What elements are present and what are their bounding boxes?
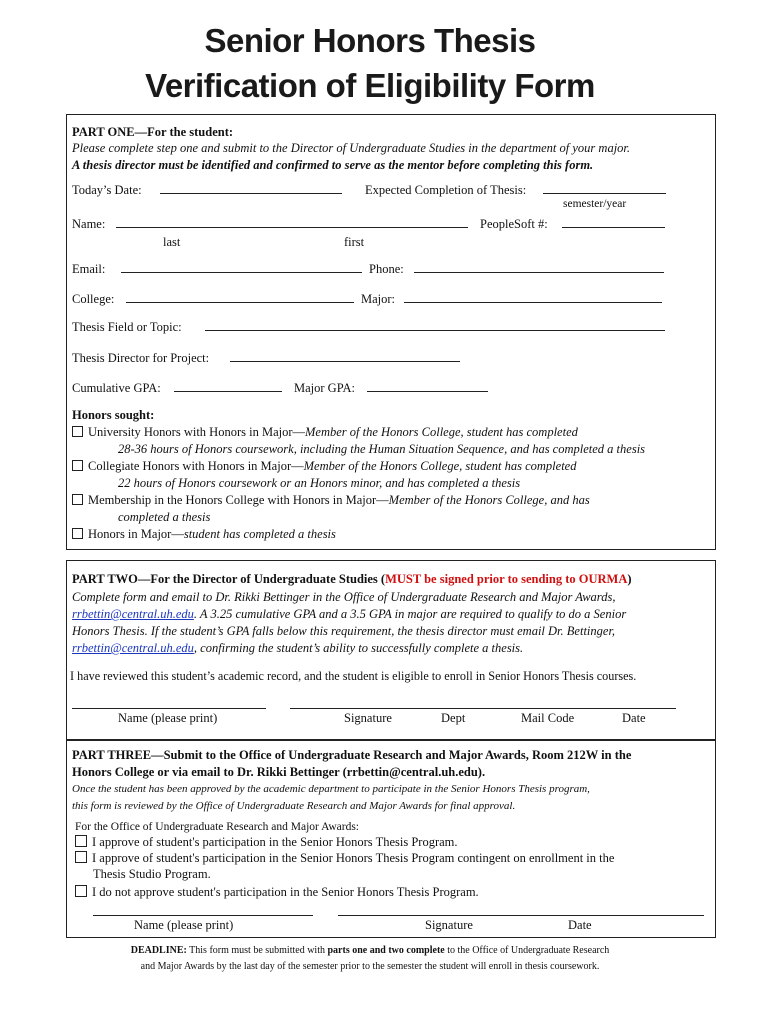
deadline-label: DEADLINE:	[130, 945, 187, 956]
deadline-note-line2: and Major Awards by the last day of the semester prior to the semester the student will enroll in thesis coursework.	[140, 961, 600, 972]
email-field[interactable]	[121, 261, 362, 273]
part-three-instruction-1: Once the student has been approved by the academic department to participate in the Senior Honors Thesis program,	[72, 783, 590, 795]
honors-option-collegiate[interactable]: Collegiate Honors with Honors in Major—Member of the Honors College, student has completed	[72, 458, 576, 474]
peoplesoft-field[interactable]	[562, 216, 665, 228]
name-label: Name:	[72, 217, 106, 231]
part-two-instruction-3: Honors Thesis. If the student’s GPA falls below this requirement, the thesis director must email Dr. Bettinger,	[72, 624, 616, 638]
part-one-instruction: Please complete step one and submit to the Director of Undergraduate Studies in the department of your major.	[72, 141, 631, 155]
last-name-caption: last	[163, 235, 181, 249]
office-signature-caption: Signature	[425, 918, 473, 932]
director-signature-caption: Signature	[344, 711, 392, 725]
checkbox-icon[interactable]	[72, 494, 83, 505]
part-two-instruction-4: rrbettin@central.uh.edu, confirming the student’s ability to successfully complete a thesis.	[72, 641, 524, 655]
college-field[interactable]	[126, 291, 354, 303]
checkbox-icon[interactable]	[72, 426, 83, 437]
office-label: For the Office of Undergraduate Research and Major Awards:	[75, 821, 360, 833]
honors-sought-heading: Honors sought:	[72, 408, 155, 422]
approval-option-deny[interactable]: I do not approve student's participation in the Senior Honors Thesis Program.	[75, 884, 479, 900]
expected-completion-label: Expected Completion of Thesis:	[365, 183, 527, 197]
thesis-field-input[interactable]	[205, 319, 665, 331]
honors-option-university[interactable]: University Honors with Honors in Major—Member of the Honors College, student has completed	[72, 424, 578, 440]
first-name-caption: first	[344, 235, 365, 249]
part-three-instruction-2: this form is reviewed by the Office of Undergraduate Research and Major Awards for final approval.	[72, 800, 516, 812]
cumulative-gpa-field[interactable]	[174, 380, 282, 392]
cumulative-gpa-label: Cumulative GPA:	[72, 381, 161, 395]
office-signature-field[interactable]	[338, 904, 704, 916]
checkbox-icon[interactable]	[72, 460, 83, 471]
honors-option-collegiate-desc: 22 hours of Honors coursework or an Honors minor, and has completed a thesis	[118, 476, 521, 490]
phone-field[interactable]	[414, 261, 664, 273]
name-field[interactable]	[116, 216, 468, 228]
thesis-director-label: Thesis Director for Project:	[72, 351, 210, 365]
honors-option-membership-desc: completed a thesis	[118, 510, 211, 524]
review-statement: I have reviewed this student’s academic record, and the student is eligible to enroll in Senior Honors Thesis courses.	[70, 669, 637, 683]
part-two-heading: PART TWO—For the Director of Undergraduate Studies (MUST be signed prior to sending to OURMA)	[72, 572, 632, 586]
director-name-caption: Name (please print)	[118, 711, 218, 725]
honors-option-major[interactable]: Honors in Major—student has completed a thesis	[72, 526, 336, 542]
director-dept-caption: Dept	[441, 711, 466, 725]
checkbox-icon[interactable]	[75, 835, 87, 847]
major-gpa-field[interactable]	[367, 380, 488, 392]
phone-label: Phone:	[369, 262, 404, 276]
approval-option-contingent-cont: Thesis Studio Program.	[93, 867, 211, 881]
major-field[interactable]	[404, 291, 662, 303]
approval-option-approve[interactable]: I approve of student's participation in the Senior Honors Thesis Program.	[75, 834, 458, 850]
part-two-instruction-1: Complete form and email to Dr. Rikki Bettinger in the Office of Undergraduate Research and Major Awards,	[72, 590, 616, 604]
form-title-line2: Verification of Eligibility Form	[145, 67, 595, 104]
honors-option-university-desc: 28-36 hours of Honors coursework, including the Human Situation Sequence, and has completed a thesis	[118, 442, 646, 456]
office-date-caption: Date	[568, 918, 592, 932]
peoplesoft-label: PeopleSoft #:	[480, 217, 548, 231]
semester-year-caption: semester/year	[563, 198, 627, 210]
thesis-field-label: Thesis Field or Topic:	[72, 320, 182, 334]
email-link[interactable]: rrbettin@central.uh.edu	[72, 641, 194, 655]
deadline-note-line1: DEADLINE: This form must be submitted with parts one and two complete to the Office of Undergraduate Research	[130, 945, 610, 956]
email-label: Email:	[72, 262, 106, 276]
checkbox-icon[interactable]	[75, 851, 87, 863]
todays-date-field[interactable]	[160, 182, 342, 194]
thesis-director-field[interactable]	[230, 350, 460, 362]
major-gpa-label: Major GPA:	[294, 381, 356, 395]
expected-completion-field[interactable]	[543, 182, 666, 194]
director-date-caption: Date	[622, 711, 646, 725]
office-name-field[interactable]	[93, 904, 313, 916]
form-title-line1: Senior Honors Thesis	[204, 22, 536, 59]
approval-option-contingent[interactable]: I approve of student's participation in the Senior Honors Thesis Program contingent on enrollment in the	[75, 850, 614, 866]
checkbox-icon[interactable]	[75, 885, 87, 897]
part-one-heading: PART ONE—For the student:	[72, 125, 234, 139]
part-three-heading-1: PART THREE—Submit to the Office of Undergraduate Research and Major Awards, Room 212W in the	[72, 748, 632, 762]
part-two-instruction-2: rrbettin@central.uh.edu. A 3.25 cumulative GPA and a 3.5 GPA in major are required to qualify to do a Senior	[72, 607, 627, 621]
part-three-heading-2: Honors College or via email to Dr. Rikki Bettinger (rrbettin@central.uh.edu).	[72, 765, 486, 779]
director-signature-field[interactable]	[290, 697, 676, 709]
must-sign-warning: MUST be signed prior to sending to OURMA	[385, 572, 628, 586]
major-label: Major:	[361, 292, 396, 306]
part-one-director-note: A thesis director must be identified and confirmed to serve as the mentor before completing this form.	[72, 158, 594, 172]
todays-date-label: Today’s Date:	[72, 183, 142, 197]
honors-option-membership[interactable]: Membership in the Honors College with Honors in Major—Member of the Honors College, and has	[72, 492, 590, 508]
director-name-field[interactable]	[72, 697, 266, 709]
college-label: College:	[72, 292, 115, 306]
director-mailcode-caption: Mail Code	[521, 711, 575, 725]
office-name-caption: Name (please print)	[134, 918, 234, 932]
email-link[interactable]: rrbettin@central.uh.edu	[72, 607, 194, 621]
checkbox-icon[interactable]	[72, 528, 83, 539]
